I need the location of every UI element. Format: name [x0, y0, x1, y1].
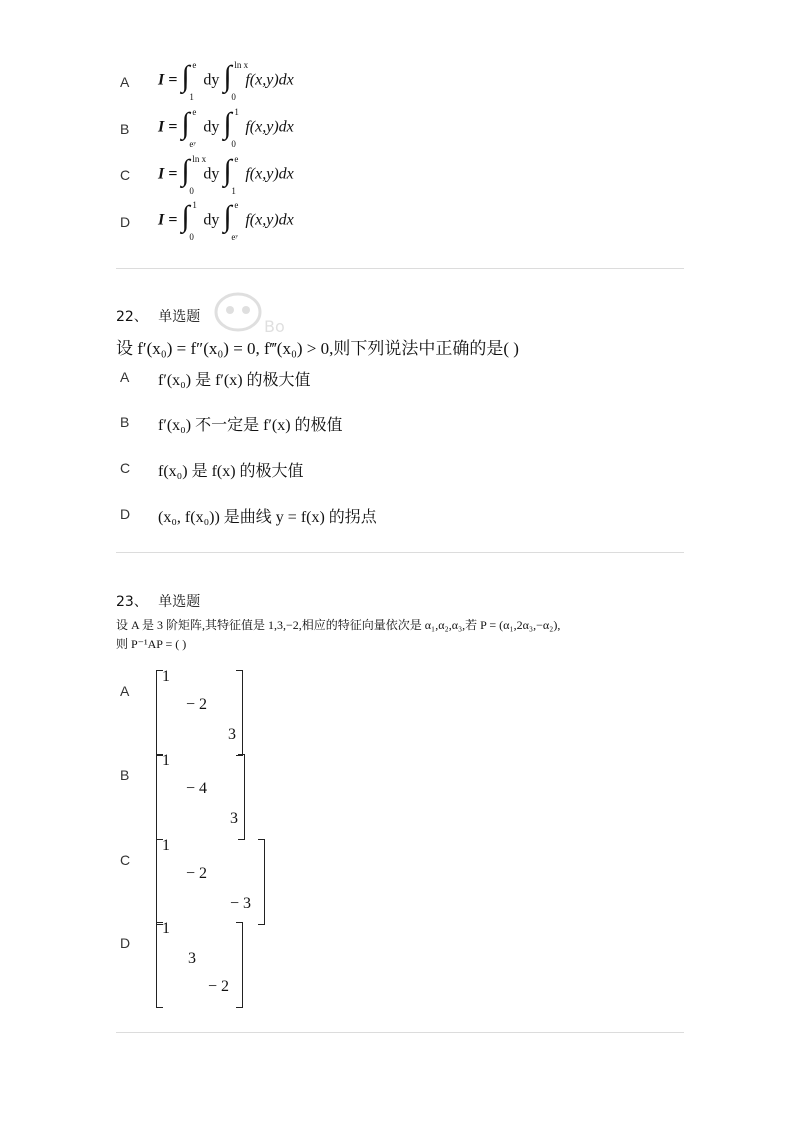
- question-stem: 设 f′(x₀) = f″(x₀) = 0, f‴(x₀) > 0,则下列说法中正确的是( ): [116, 339, 519, 358]
- svg-text:Bo: Bo: [264, 317, 285, 334]
- question-type: 单选题: [158, 594, 201, 610]
- option-letter: B: [120, 414, 130, 430]
- divider: [116, 552, 684, 553]
- question-header: [116, 591, 200, 611]
- matrix-cell: 1: [162, 920, 170, 937]
- option-letter: A: [120, 74, 130, 90]
- matrix-cell: 3: [188, 950, 196, 967]
- option-text: f′(x₀) 是 f′(x) 的极大值: [158, 372, 311, 389]
- option-letter: C: [120, 852, 131, 868]
- option-letter: D: [120, 214, 131, 230]
- matrix-cell: 1: [162, 837, 170, 854]
- matrix-cell: − 4: [186, 780, 208, 797]
- option-letter: C: [120, 167, 131, 183]
- option-formula: I = ∫ ln x 0 dy ∫ e 1 f(x,y)dx: [158, 154, 294, 196]
- right-bracket: [238, 754, 245, 840]
- option-text: f(x₀) 是 f(x) 的极大值: [158, 463, 304, 480]
- matrix-cell: − 3: [230, 895, 252, 912]
- option-matrix: [156, 922, 244, 1008]
- matrix-cell: − 2: [186, 865, 208, 882]
- option-formula: I = ∫ e eʸ dy ∫ 1 0 f(x,y)dx: [158, 107, 294, 149]
- question-header: [116, 306, 200, 326]
- question-stem-line-2: 则 P⁻¹AP = ( ): [116, 637, 187, 651]
- option-letter: D: [120, 506, 131, 522]
- option-letter: B: [120, 121, 130, 137]
- divider: [116, 1032, 684, 1033]
- option-text: f′(x₀) 不一定是 f′(x) 的极值: [158, 417, 343, 434]
- option-letter: A: [120, 683, 130, 699]
- watermark-logo: [212, 288, 292, 334]
- right-bracket: [236, 670, 243, 756]
- option-formula: I = ∫ 1 0 dy ∫ e eʸ f(x,y)dx: [158, 200, 294, 242]
- option-matrix: [156, 670, 244, 756]
- matrix-cell: 3: [228, 726, 236, 743]
- question-number: 22、: [116, 309, 148, 325]
- question-number: 23、: [116, 594, 148, 610]
- matrix-cell: 3: [230, 810, 238, 827]
- option-letter: C: [120, 460, 131, 476]
- matrix-cell: − 2: [208, 978, 230, 995]
- option-matrix: [156, 754, 246, 840]
- option-letter: A: [120, 369, 130, 385]
- matrix-cell: − 2: [186, 696, 208, 713]
- option-matrix: [156, 839, 266, 925]
- right-bracket: [258, 839, 265, 925]
- question-stem-line-1: 设 A 是 3 阶矩阵,其特征值是 1,3,−2,相应的特征向量依次是 α₁,α₂,α₃,若 P = (α₁,2α₃,−α₂),: [116, 618, 561, 632]
- option-text: (x₀, f(x₀)) 是曲线 y = f(x) 的拐点: [158, 509, 377, 526]
- option-formula: I = ∫ e 1 dy ∫ ln x 0 f(x,y)dx: [158, 60, 294, 102]
- matrix-cell: 1: [162, 752, 170, 769]
- right-bracket: [236, 922, 243, 1008]
- option-letter: B: [120, 767, 130, 783]
- divider: [116, 268, 684, 269]
- option-letter: D: [120, 935, 131, 951]
- question-type: 单选题: [158, 309, 201, 325]
- matrix-cell: 1: [162, 668, 170, 685]
